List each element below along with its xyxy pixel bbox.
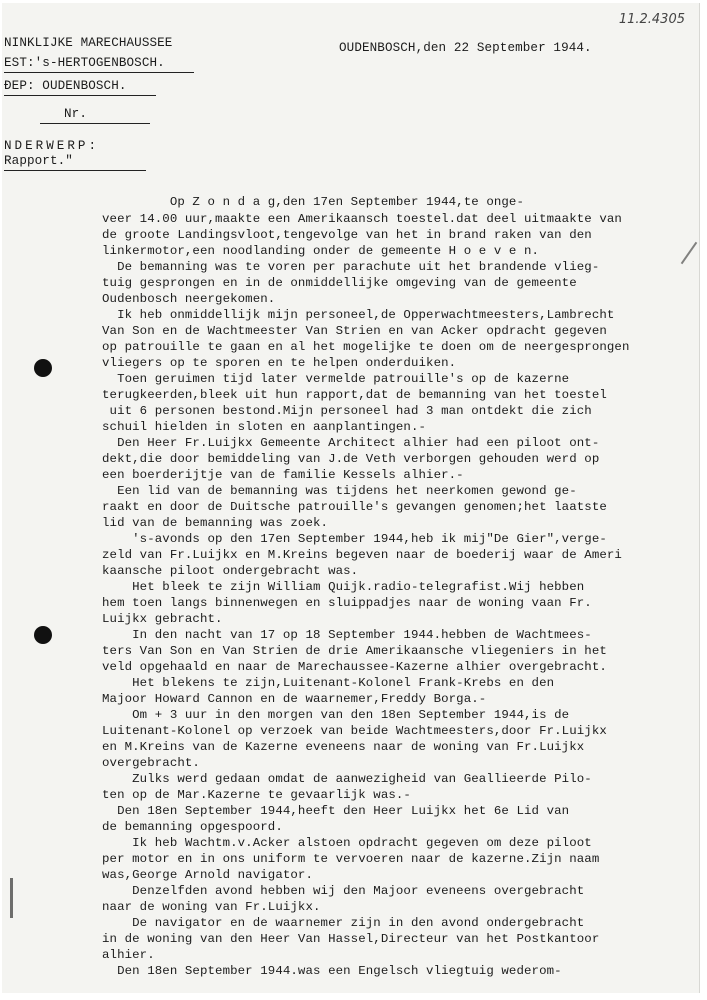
body-line: op patrouille te gaan en al het mogelijke te doen om de neergesprongen xyxy=(102,340,630,354)
body-line: In den nacht van 17 op 18 September 1944.hebben de Wachtmees- xyxy=(102,628,592,642)
group-line: ĐEP: OUDENBOSCH. xyxy=(4,79,127,93)
body-line: naar de woning van Fr.Luijkx. xyxy=(102,900,321,914)
body-line: Den 18en September 1944.was een Engelsch vliegtuig wederom- xyxy=(102,964,562,978)
place-date: OUDENBOSCH,den 22 September 1944. xyxy=(339,41,592,55)
body-line: overgebracht. xyxy=(102,756,200,770)
body-line: alhier. xyxy=(102,948,155,962)
body-line: Ik heb onmiddellijk mijn personeel,de Opperwachtmeesters,Lambrecht xyxy=(102,308,615,322)
district-underline xyxy=(4,72,194,73)
body-line: vliegers op te sporen en te helpen onderduiken. xyxy=(102,356,457,370)
org-line: NINKLIJKE MARECHAUSSEE xyxy=(4,36,173,50)
body-line: ters Van Son en Van Strien de drie Amerikaansche vliegeniers in het xyxy=(102,644,607,658)
district-line: EST:'s-HERTOGENBOSCH. xyxy=(4,56,165,70)
punch-hole-lower xyxy=(34,626,52,644)
body-line: veer 14.00 uur,maakte een Amerikaansch toestel.dat deel uitmaakte van xyxy=(102,212,622,226)
number-label: Nr. xyxy=(64,107,87,121)
subject-label: NDERWERP: xyxy=(4,139,100,153)
body-line: De navigator en de waarnemer zijn in den avond ondergebracht xyxy=(102,916,585,930)
body-line: Oudenbosch neergekomen. xyxy=(102,292,276,306)
body-line: dekt,die door bemiddeling van J.de Veth verborgen gehouden werd op xyxy=(102,452,600,466)
body-line: uit 6 personen bestond.Mijn personeel had 3 man ontdekt die zich xyxy=(102,404,592,418)
body-line: lid van de bemanning was zoek. xyxy=(102,516,329,530)
archive-reference: 11.2.4305 xyxy=(618,12,685,27)
body-line: Denzelfden avond hebben wij den Majoor eveneens overgebracht xyxy=(102,884,585,898)
body-line: in de woning van den Heer Van Hassel,Directeur van het Postkantoor xyxy=(102,932,600,946)
body-line: Luitenant-Kolonel op verzoek van beide Wachtmeesters,door Fr.Luijkx xyxy=(102,724,607,738)
body-line: Om + 3 uur in den morgen van den 18en September 1944,is de xyxy=(102,708,570,722)
body-line: schuil hielden in sloten en aanplantingen.- xyxy=(102,420,427,434)
body-line: Den 18en September 1944,heeft den Heer Luijkx het 6e Lid van xyxy=(102,804,570,818)
body-line: Majoor Howard Cannon en de waarnemer,Freddy Borga.- xyxy=(102,692,487,706)
body-line: veld opgehaald en naar de Marechaussee-Kazerne alhier overgebracht. xyxy=(102,660,607,674)
subject-value: Rapport." xyxy=(4,154,73,168)
body-line: ten op de Mar.Kazerne te gevaarlijk was.- xyxy=(102,788,411,802)
punch-hole-upper xyxy=(34,359,52,377)
body-line: Op Z o n d a g,den 17en September 1944,te onge- xyxy=(102,195,524,209)
body-line: Het blekens te zijn,Luitenant-Kolonel Frank-Krebs en den xyxy=(102,676,555,690)
group-underline xyxy=(4,95,156,96)
margin-mark xyxy=(10,878,13,918)
body-line: een boerderijtje van de familie Kessels alhier.- xyxy=(102,468,464,482)
body-line: hem toen langs binnenwegen en sluippadjes naar de woning vaan Fr. xyxy=(102,596,592,610)
body-line: Zulks werd gedaan omdat de aanwezigheid van Geallieerde Pilo- xyxy=(102,772,592,786)
body-line: linkermotor,een noodlanding onder de gemeente H o e v e n. xyxy=(102,244,540,258)
body-line: was,George Arnold navigator. xyxy=(102,868,313,882)
body-line: Van Son en de Wachtmeester Van Strien en van Acker opdracht gegeven xyxy=(102,324,607,338)
body-line: Een lid van de bemanning was tijdens het neerkomen gewond ge- xyxy=(102,484,577,498)
body-line: 's-avonds op den 17en September 1944,heb ik mij"De Gier",verge- xyxy=(102,532,607,546)
body-line: raakt en door de Duitsche patrouille's gevangen genomen;het laatste xyxy=(102,500,607,514)
subject-underline xyxy=(4,170,146,171)
body-line: De bemanning was te voren per parachute uit het brandende vlieg- xyxy=(102,260,600,274)
body-line: Luijkx gebracht. xyxy=(102,612,223,626)
body-line: de groote Landingsvloot,tengevolge van het in brand raken van den xyxy=(102,228,592,242)
body-line: kaansche piloot ondergebracht was. xyxy=(102,564,359,578)
body-line: de bemanning opgespoord. xyxy=(102,820,283,834)
number-underline xyxy=(40,123,150,124)
body-line: tuig gesprongen en in de onmiddellijke omgeving van de gemeente xyxy=(102,276,577,290)
body-line: zeld van Fr.Luijkx en M.Kreins begeven naar de boederij waar de Ameri xyxy=(102,548,622,562)
body-line: terugkeerden,bleek uit hun rapport,dat de bemanning van het toestel xyxy=(102,388,607,402)
body-line: Toen geruimen tijd later vermelde patrouille's op de kazerne xyxy=(102,372,570,386)
body-line: Den Heer Fr.Luijkx Gemeente Architect alhier had een piloot ont- xyxy=(102,436,600,450)
body-line: Het bleek te zijn William Quijk.radio-telegrafist.Wij hebben xyxy=(102,580,585,594)
body-line: per motor en in ons uniform te vervoeren naar de kazerne.Zijn naam xyxy=(102,852,600,866)
body-line: en M.Kreins van de Kazerne eveneens naar de woning van Fr.Luijkx xyxy=(102,740,585,754)
body-line: Ik heb Wachtm.v.Acker alstoen opdracht gegeven om deze piloot xyxy=(102,836,592,850)
